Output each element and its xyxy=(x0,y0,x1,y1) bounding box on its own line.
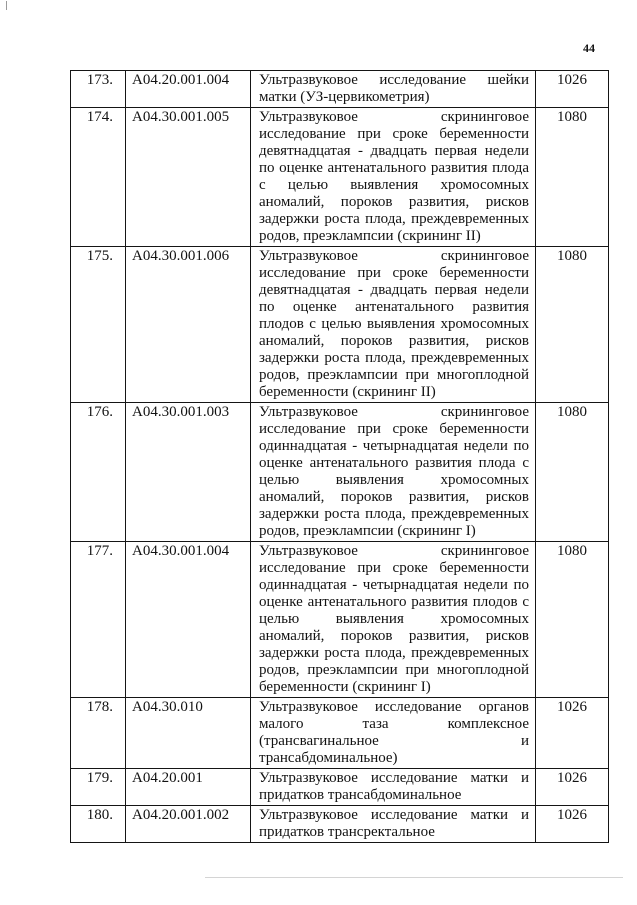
scan-line xyxy=(205,877,623,878)
service-name-line: Ультразвуковое исследование шейки xyxy=(259,72,529,88)
service-name-line: придатков трансректальное xyxy=(259,824,435,840)
service-name-line: оценке антенатального развития плодов с xyxy=(259,594,529,610)
price-cell: 1026 xyxy=(536,769,609,806)
service-name-line: задержки роста плода, преждевременных xyxy=(259,506,529,522)
service-name-line: девятнадцатая - двадцать первая недели xyxy=(259,282,529,298)
service-name-line: беременности (скрининг I) xyxy=(259,679,431,695)
service-name-line: задержки роста плода, преждевременных xyxy=(259,350,529,366)
service-name-line: одиннадцатая - четырнадцатая недели по xyxy=(259,438,529,454)
service-name-line: аномалий, пороков развития, рисков xyxy=(259,489,529,505)
service-name-line: родов, преэклампсии при многоплодной xyxy=(259,367,529,383)
price-cell: 1026 xyxy=(536,71,609,108)
service-name-line: аномалий, пороков развития, рисков xyxy=(259,194,529,210)
service-name-line: с целью выявления хромосомных xyxy=(259,177,529,193)
service-name-cell xyxy=(251,769,536,806)
price-cell: 1026 xyxy=(536,806,609,843)
service-name-cell xyxy=(251,247,536,403)
service-name-line: трансабдоминальное) xyxy=(259,750,398,766)
table-row xyxy=(71,769,609,806)
row-number-cell: 180. xyxy=(71,806,126,843)
service-name-cell xyxy=(251,542,536,698)
service-name-line: Ультразвуковое скрининговое xyxy=(259,543,529,559)
scan-mark xyxy=(6,1,7,10)
table-row xyxy=(71,247,609,403)
service-name-line: Ультразвуковое исследование матки и xyxy=(259,770,529,786)
price-cell: 1080 xyxy=(536,542,609,698)
service-name-cell xyxy=(251,698,536,769)
service-name-line: оценке антенатального развития плода с xyxy=(259,455,529,471)
table-row xyxy=(71,542,609,698)
service-name-line: исследование при сроке беременности xyxy=(259,421,529,437)
service-name-line: Ультразвуковое скрининговое xyxy=(259,248,529,264)
service-code-cell: A04.30.001.004 xyxy=(126,542,251,698)
service-name-line: родов, преэклампсии (скрининг I) xyxy=(259,523,476,539)
service-code-cell: A04.30.010 xyxy=(126,698,251,769)
table-row xyxy=(71,403,609,542)
row-number-cell: 174. xyxy=(71,108,126,247)
service-name-line: матки (УЗ-цервикометрия) xyxy=(259,89,430,105)
service-name-line: беременности (скрининг II) xyxy=(259,384,436,400)
price-cell: 1080 xyxy=(536,247,609,403)
service-name-cell xyxy=(251,71,536,108)
service-name-line: исследование при сроке беременности xyxy=(259,265,529,281)
service-name-line: аномалий, пороков развития, рисков xyxy=(259,628,529,644)
price-cell: 1080 xyxy=(536,108,609,247)
service-name-line: по оценке антенатального развития плода xyxy=(259,160,529,176)
service-name-line: Ультразвуковое исследование матки и xyxy=(259,807,529,823)
service-name-line: по оценке антенатального развития xyxy=(259,299,529,315)
service-name-line: исследование при сроке беременности xyxy=(259,126,529,142)
table-row xyxy=(71,71,609,108)
service-code-cell: A04.20.001.002 xyxy=(126,806,251,843)
service-name-line: (трансвагинальное и xyxy=(259,733,529,749)
page-number: 44 xyxy=(583,41,595,55)
service-name-line: плодов с целью выявления хромосомных xyxy=(259,316,529,332)
price-table xyxy=(70,70,609,843)
table-row xyxy=(71,806,609,843)
price-cell: 1026 xyxy=(536,698,609,769)
row-number-cell: 177. xyxy=(71,542,126,698)
price-table-body xyxy=(71,71,609,843)
row-number-cell: 176. xyxy=(71,403,126,542)
service-name-line: девятнадцатая - двадцать первая недели xyxy=(259,143,529,159)
row-number-cell: 173. xyxy=(71,71,126,108)
service-name-line: задержки роста плода, преждевременных xyxy=(259,211,529,227)
table-row xyxy=(71,698,609,769)
service-name-line: родов, преэклампсии (скрининг II) xyxy=(259,228,481,244)
service-code-cell: A04.30.001.003 xyxy=(126,403,251,542)
row-number-cell: 179. xyxy=(71,769,126,806)
service-name-line: аномалий, пороков развития, рисков xyxy=(259,333,529,349)
service-code-cell: A04.30.001.006 xyxy=(126,247,251,403)
service-name-line: родов, преэклампсии при многоплодной xyxy=(259,662,529,678)
service-code-cell: A04.30.001.005 xyxy=(126,108,251,247)
service-name-line: одиннадцатая - четырнадцатая недели по xyxy=(259,577,529,593)
service-name-line: Ультразвуковое скрининговое xyxy=(259,109,529,125)
service-name-cell xyxy=(251,108,536,247)
service-name-cell xyxy=(251,806,536,843)
service-name-line: Ультразвуковое скрининговое xyxy=(259,404,529,420)
row-number-cell: 178. xyxy=(71,698,126,769)
service-name-line: малого таза комплексное xyxy=(259,716,529,732)
service-code-cell: A04.20.001 xyxy=(126,769,251,806)
price-cell: 1080 xyxy=(536,403,609,542)
service-name-line: целью выявления хромосомных xyxy=(259,472,529,488)
row-number-cell: 175. xyxy=(71,247,126,403)
service-name-line: исследование при сроке беременности xyxy=(259,560,529,576)
service-name-line: целью выявления хромосомных xyxy=(259,611,529,627)
service-name-line: придатков трансабдоминальное xyxy=(259,787,462,803)
service-name-cell xyxy=(251,403,536,542)
service-code-cell: A04.20.001.004 xyxy=(126,71,251,108)
service-name-line: Ультразвуковое исследование органов xyxy=(259,699,529,715)
table-row xyxy=(71,108,609,247)
service-name-line: задержки роста плода, преждевременных xyxy=(259,645,529,661)
